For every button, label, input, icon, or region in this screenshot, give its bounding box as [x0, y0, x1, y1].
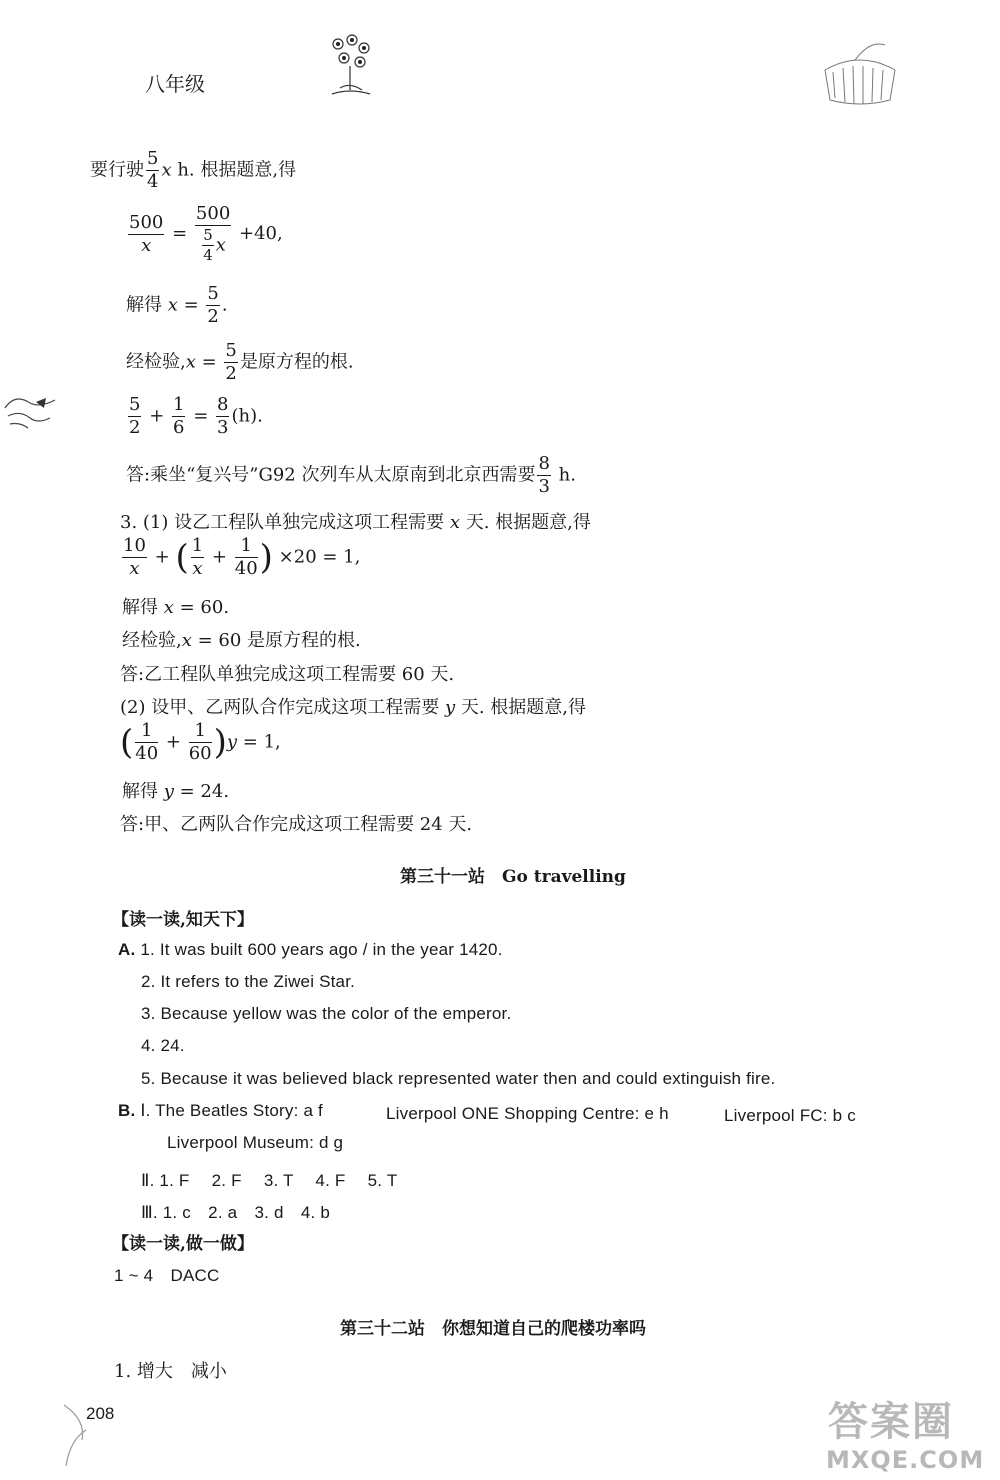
equation-2	[120, 537, 360, 578]
text: 天. 根据题意,得	[455, 697, 587, 718]
numerator: 1	[135, 722, 158, 743]
denominator: 60	[188, 743, 212, 764]
text: 答:乘坐“复兴号”G92 次列车从太原南到北京西需要	[126, 464, 536, 486]
answer-3: 答:甲、乙两队合作完成这项工程需要 24 天.	[120, 814, 473, 835]
equation-1	[126, 205, 283, 263]
denominator: x	[192, 558, 203, 579]
answer-a-5: 5. Because it was believed black represented water then and could extinguish fire.	[141, 1069, 776, 1088]
section-32-title: 第三十二站 你想知道自己的爬楼功率吗	[340, 1319, 646, 1339]
section-31-title: 第三十一站 Go travelling	[400, 867, 626, 887]
variable: y	[163, 781, 174, 802]
text: = 1,	[237, 731, 281, 753]
denominator: 6	[173, 417, 185, 438]
fraction	[172, 396, 185, 437]
text: 解得	[122, 597, 164, 618]
numerator: 1	[189, 722, 212, 743]
answer-1	[126, 455, 576, 496]
denominator: 3	[217, 417, 229, 438]
right-paren: )	[213, 722, 227, 763]
part-label: A.	[118, 940, 136, 959]
answer-b-3: Ⅲ. 1. c 2. a 3. d 4. b	[141, 1203, 331, 1222]
denominator: 2	[129, 417, 141, 438]
text: (2) 设甲、乙两队合作完成这项工程需要	[120, 697, 445, 718]
fraction	[189, 722, 212, 763]
text: 解得	[126, 294, 168, 316]
sum-equation	[126, 396, 263, 437]
text: ×20 = 1,	[278, 546, 361, 568]
grade-label: 八年级	[145, 72, 205, 96]
fraction	[122, 537, 147, 578]
equals: =	[193, 405, 209, 427]
plus: +	[165, 731, 181, 753]
answer-b-1	[118, 1101, 323, 1121]
answer-a-1	[118, 940, 503, 960]
text: h.	[552, 464, 576, 486]
text: 经检验,	[126, 351, 186, 373]
text: h. 根据题意,得	[171, 159, 297, 181]
denominator: 4	[147, 171, 159, 192]
fraction	[128, 211, 164, 256]
denominator: 40	[135, 743, 159, 764]
numerator: 5	[203, 226, 213, 244]
left-paren: (	[175, 537, 189, 578]
fraction	[195, 205, 231, 263]
numerator: 8	[217, 394, 229, 415]
part-label: B.	[118, 1101, 136, 1120]
variable: x	[161, 159, 172, 181]
fraction	[146, 150, 159, 191]
read-do-heading: 【读一读,做一做】	[112, 1234, 254, 1254]
text: 要行驶	[90, 159, 144, 181]
text: Ⅰ. The Beatles Story: a f	[135, 1101, 323, 1120]
numerator: 10	[123, 535, 146, 556]
numerator: 1	[235, 537, 258, 558]
equals: =	[195, 351, 223, 373]
question-3-part-2	[120, 693, 586, 719]
fraction	[206, 285, 219, 326]
solution-2	[122, 593, 229, 619]
watermark-url: MXQE.COM	[826, 1446, 985, 1474]
text: 解得	[122, 781, 164, 802]
text: 经检验,	[122, 630, 182, 651]
right-paren: )	[259, 537, 273, 578]
section-32-answer-1: 1. 增大 减小	[114, 1361, 227, 1382]
denominator: x	[141, 234, 152, 256]
solution-1	[126, 285, 228, 326]
left-paren: (	[120, 722, 134, 763]
plus: +	[149, 405, 165, 427]
text: 1. It was built 600 years ago / in the year 1420.	[135, 940, 503, 959]
text: (h).	[231, 405, 263, 427]
denominator: x	[129, 558, 140, 579]
fraction	[191, 537, 204, 578]
answer-b-1-shopping: Liverpool ONE Shopping Centre: e h	[386, 1104, 669, 1123]
plus: +	[211, 546, 228, 568]
numerator: 5	[225, 340, 237, 361]
variable: x	[163, 597, 174, 618]
answer-a-4: 4. 24.	[141, 1036, 185, 1055]
numerator: 8	[538, 453, 550, 474]
answer-b-1-fc: Liverpool FC: b c	[724, 1106, 856, 1125]
denominator: 3	[538, 476, 550, 497]
denominator: 4	[203, 246, 213, 264]
numerator: 5	[207, 283, 219, 304]
read-section-heading: 【读一读,知天下】	[112, 910, 254, 930]
equals: =	[172, 223, 188, 244]
text: 是原方程的根.	[239, 351, 354, 373]
check-1	[126, 342, 354, 383]
numerator: 500	[129, 211, 164, 233]
denominator	[195, 226, 231, 263]
answer-b-1-museum: Liverpool Museum: d g	[167, 1133, 344, 1152]
text: = 60.	[173, 597, 230, 618]
text: = 60 是原方程的根.	[191, 630, 361, 651]
answer-2: 答:乙工程队单独完成这项工程需要 60 天.	[120, 664, 455, 685]
fraction	[135, 722, 158, 763]
denominator: 2	[207, 306, 219, 327]
text: .	[221, 294, 228, 316]
variable: x	[185, 351, 196, 373]
variable: y	[226, 731, 238, 753]
text: 天. 根据题意,得	[460, 512, 591, 533]
math-line-1	[90, 150, 296, 191]
fraction	[537, 455, 550, 496]
watermark-logo-text: 答案圈	[828, 1399, 954, 1445]
denominator: 2	[225, 363, 237, 384]
fraction	[235, 537, 258, 578]
fraction	[202, 228, 214, 263]
fraction	[224, 342, 237, 383]
numerator: 5	[147, 148, 159, 169]
read-do-answer: 1 ~ 4 DACC	[114, 1266, 220, 1285]
variable: x	[167, 294, 178, 316]
variable: x	[215, 234, 226, 256]
text: +40,	[239, 223, 283, 244]
fraction	[216, 396, 229, 437]
text: 3. (1) 设乙工程队单独完成这项工程需要	[120, 512, 450, 533]
fraction	[128, 396, 141, 437]
question-3-part-1	[120, 508, 591, 534]
basket-decoration-icon	[815, 30, 905, 110]
bird-decoration-icon	[0, 388, 70, 438]
numerator: 5	[129, 394, 141, 415]
numerator: 500	[195, 203, 231, 224]
answer-a-2: 2. It refers to the Ziwei Star.	[141, 972, 356, 991]
page-number: 208	[86, 1404, 115, 1423]
solution-3	[122, 777, 229, 803]
text: = 24.	[173, 781, 230, 802]
check-2	[122, 626, 361, 652]
answer-a-3: 3. Because yellow was the color of the emperor.	[141, 1004, 512, 1023]
flower-decoration-icon	[320, 30, 380, 100]
plus: +	[154, 546, 170, 568]
variable: y	[444, 697, 456, 718]
numerator: 1	[191, 535, 204, 556]
equals: =	[177, 294, 205, 316]
variable: x	[181, 630, 192, 651]
variable: x	[449, 512, 460, 533]
denominator: 40	[234, 558, 258, 579]
equation-3	[120, 722, 281, 763]
numerator: 1	[173, 394, 185, 415]
answer-b-2: Ⅱ. 1. F 2. F 3. T 4. F 5. T	[141, 1171, 398, 1190]
